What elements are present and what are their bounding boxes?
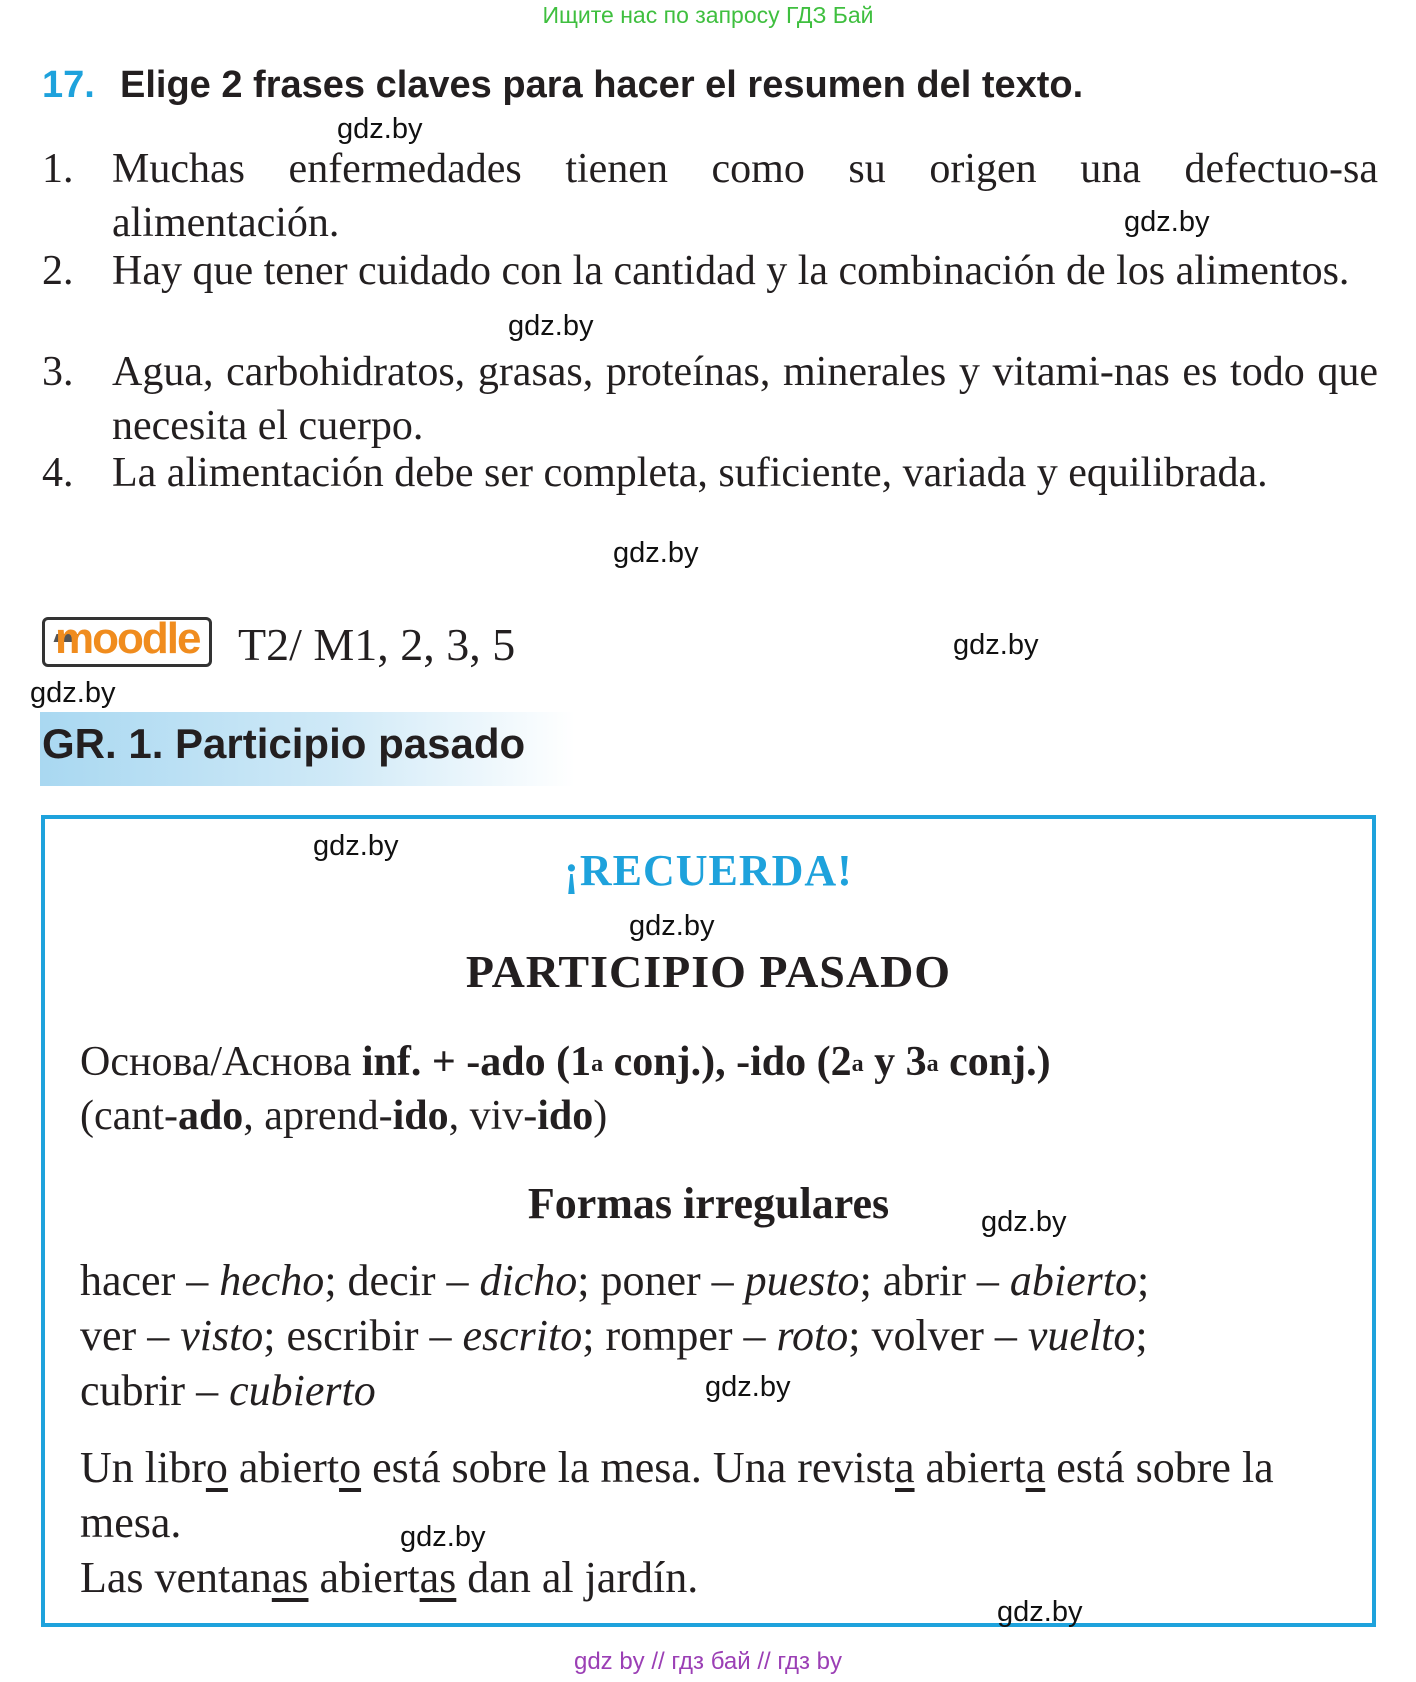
- irregular-forms-title: Formas irregulares: [527, 1179, 890, 1228]
- list-item-text: Agua, carbohidratos, grasas, proteínas, minerales y vitami-nas es todo que necesita el cuerpo.: [112, 349, 1378, 449]
- top-banner: Ищите нас по запросу ГДЗ Бай: [542, 2, 874, 28]
- list-item: [42, 345, 1378, 453]
- bottom-banner: gdz by // гдз бай // гдз by: [573, 1648, 843, 1675]
- list-item-number: 1.: [42, 146, 74, 192]
- list-item-number: 3.: [42, 349, 74, 395]
- list-item: [42, 244, 1378, 298]
- participio-title: PARTICIPIO PASADO: [465, 946, 952, 997]
- watermark: gdz.by: [508, 310, 594, 342]
- watermark: gdz.by: [1124, 206, 1210, 238]
- watermark: gdz.by: [313, 830, 399, 862]
- rule-examples: (cant-ado, aprend-ido, viv-ido): [80, 1093, 608, 1139]
- watermark: gdz.by: [613, 537, 699, 569]
- watermark: gdz.by: [337, 113, 423, 145]
- list-item-text: Hay que tener cuidado con la cantidad y la combinación de los alimentos.: [112, 248, 1350, 294]
- example-sentence: Las ventanas abiertas dan al jardín.: [80, 1553, 699, 1602]
- irregular-forms-list: hacer – hecho; decir – dicho; poner – puesto; abrir – abierto; ver – visto; escribir – escrito; romper – roto; volver – vuelto; cubrir – cubierto: [80, 1256, 1150, 1415]
- list-item-text: La alimentación debe ser completa, suficiente, variada y equilibrada.: [112, 450, 1268, 496]
- watermark: gdz.by: [30, 677, 116, 709]
- watermark: gdz.by: [981, 1206, 1067, 1238]
- task-number: 17.: [42, 64, 95, 106]
- formation-rule: [80, 1035, 1342, 1143]
- list-item-text: Muchas enfermedades tienen como su origen una defectuo-sa alimentación.: [112, 146, 1378, 246]
- section-title: GR. 1. Participio pasado: [42, 720, 526, 767]
- watermark: gdz.by: [400, 1521, 486, 1553]
- rule-formula: inf. + -ado (1$^a$ conj.), -ido (2$^a$ y 3$^a$ conj.): [361, 1039, 1051, 1085]
- agreement-examples: [80, 1440, 1342, 1605]
- example-sentence: Un libro abierto está sobre la mesa. Una revista abierta está sobre la mesa.: [80, 1443, 1274, 1547]
- watermark: gdz.by: [705, 1371, 791, 1403]
- watermark: gdz.by: [629, 910, 715, 942]
- moodle-logo-text: moodle: [55, 614, 200, 663]
- watermark: gdz.by: [997, 1596, 1083, 1628]
- recuerda-heading: ¡RECUERDA!: [564, 846, 853, 895]
- list-item-number: 4.: [42, 450, 74, 496]
- watermark: gdz.by: [953, 629, 1039, 661]
- moodle-reference: T2/ M1, 2, 3, 5: [238, 619, 516, 670]
- moodle-logo[interactable]: [42, 614, 212, 667]
- list-item: [42, 446, 1378, 500]
- rule-prefix: Основа/Аснова: [80, 1039, 352, 1085]
- task-title: Elige 2 frases claves para hacer el resumen del texto.: [120, 64, 1084, 106]
- list-item-number: 2.: [42, 248, 74, 294]
